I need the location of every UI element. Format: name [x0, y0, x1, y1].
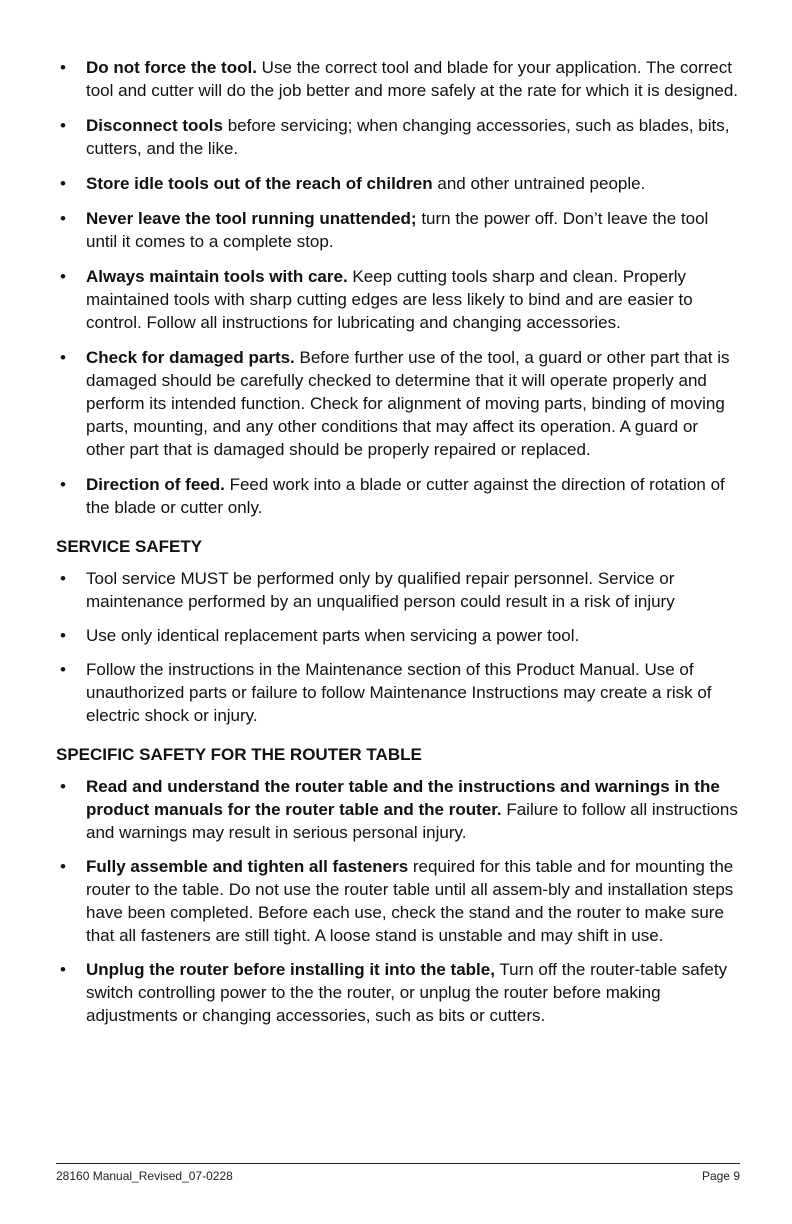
item-text: turn the power off. Don’t leave the tool until it comes to a complete stop.	[86, 209, 709, 251]
list-item	[56, 346, 740, 461]
item-text: Follow the instructions in the Maintenance section of this Product Manual. Use of unauthorized parts or failure to follow Maintenance Instructions may create a risk of electric shock or injury.	[86, 660, 712, 725]
list-item	[56, 855, 740, 947]
list-item	[56, 775, 740, 844]
general-safety-list	[56, 56, 740, 519]
item-lead: Store idle tools out of the reach of children	[86, 174, 433, 193]
item-lead: Always maintain tools with care.	[86, 267, 348, 286]
bullet: •	[60, 960, 66, 979]
router-table-safety-list	[56, 775, 740, 1027]
item-text: Turn off the router-table safety switch controlling power to the the router, or unplug the router before making adjustments or changing accessories, such as bits or cutters.	[86, 960, 728, 1025]
bullet: •	[60, 174, 66, 193]
footer-divider	[56, 1163, 740, 1164]
bullet: •	[60, 660, 66, 679]
item-text: Use only identical replacement parts when servicing a power tool.	[86, 626, 580, 645]
list-item	[56, 114, 740, 160]
list-item	[56, 473, 740, 519]
service-safety-list	[56, 567, 740, 727]
item-text: Keep cutting tools sharp and clean. Properly maintained tools with sharp cutting edges are less likely to bind and are easier to control. Follow all instructions for lubricating and changing accessories.	[86, 267, 693, 332]
bullet: •	[60, 857, 66, 876]
bullet: •	[60, 475, 66, 494]
manual-page	[56, 56, 740, 1038]
bullet: •	[60, 209, 66, 228]
item-lead: Read and understand the router table and the instructions and warnings in the product manuals for the router table and the router.	[86, 777, 720, 819]
item-text: Before further use of the tool, a guard or other part that is damaged should be carefully checked to determine that it will operate properly and perform its intended function. Check for alignment of moving parts, binding of moving parts, mounting, and any other conditions that may affect its operation. A guard or other part that is damaged should be properly repaired or replaced.	[86, 348, 730, 459]
section-heading-router-table-safety: SPECIFIC SAFETY FOR THE ROUTER TABLE	[56, 745, 422, 764]
bullet: •	[60, 267, 66, 286]
list-item	[56, 265, 740, 334]
item-lead: Fully assemble and tighten all fasteners	[86, 857, 409, 876]
list-item	[56, 207, 740, 253]
footer-document-id: 28160 Manual_Revised_07-0228	[56, 1169, 233, 1183]
item-text: Use the correct tool and blade for your application. The correct tool and cutter will do the job better and more safely at the rate for which it is designed.	[86, 58, 739, 100]
list-item	[56, 624, 740, 647]
item-text: required for this table and for mounting the router to the table. Do not use the router table until all assem-bly and installation steps have been completed. Before each use, check the stand and the router to make sure that all fasteners are still tight. A loose stand is unstable and may shift in use.	[86, 857, 734, 945]
section-heading-service-safety: SERVICE SAFETY	[56, 537, 203, 556]
item-text: and other untrained people.	[432, 174, 646, 193]
item-lead: Direction of feed.	[86, 475, 225, 494]
item-text: Tool service MUST be performed only by qualified repair personnel. Service or maintenance performed by an unqualified person could result in a risk of injury	[86, 569, 675, 611]
list-item	[56, 567, 740, 613]
list-item	[56, 56, 740, 102]
item-text: Feed work into a blade or cutter against the direction of rotation of the blade or cutter only.	[86, 475, 725, 517]
item-lead: Do not force the tool.	[86, 58, 257, 77]
item-text: before servicing; when changing accessories, such as blades, bits, cutters, and the like.	[86, 116, 730, 158]
bullet: •	[60, 58, 66, 77]
item-text: Failure to follow all instructions and warnings may result in serious personal injury.	[86, 800, 738, 842]
footer-page-number: Page 9	[701, 1169, 740, 1183]
item-lead: Check for damaged parts.	[86, 348, 295, 367]
bullet: •	[60, 569, 66, 588]
item-lead: Never leave the tool running unattended;	[86, 209, 417, 228]
bullet: •	[60, 626, 66, 645]
item-lead: Unplug the router before installing it into the table,	[86, 960, 495, 979]
list-item	[56, 172, 740, 195]
page-footer	[56, 1169, 740, 1183]
bullet: •	[60, 348, 66, 367]
list-item	[56, 958, 740, 1027]
list-item	[56, 658, 740, 727]
bullet: •	[60, 116, 66, 135]
item-lead: Disconnect tools	[86, 116, 223, 135]
bullet: •	[60, 777, 66, 796]
